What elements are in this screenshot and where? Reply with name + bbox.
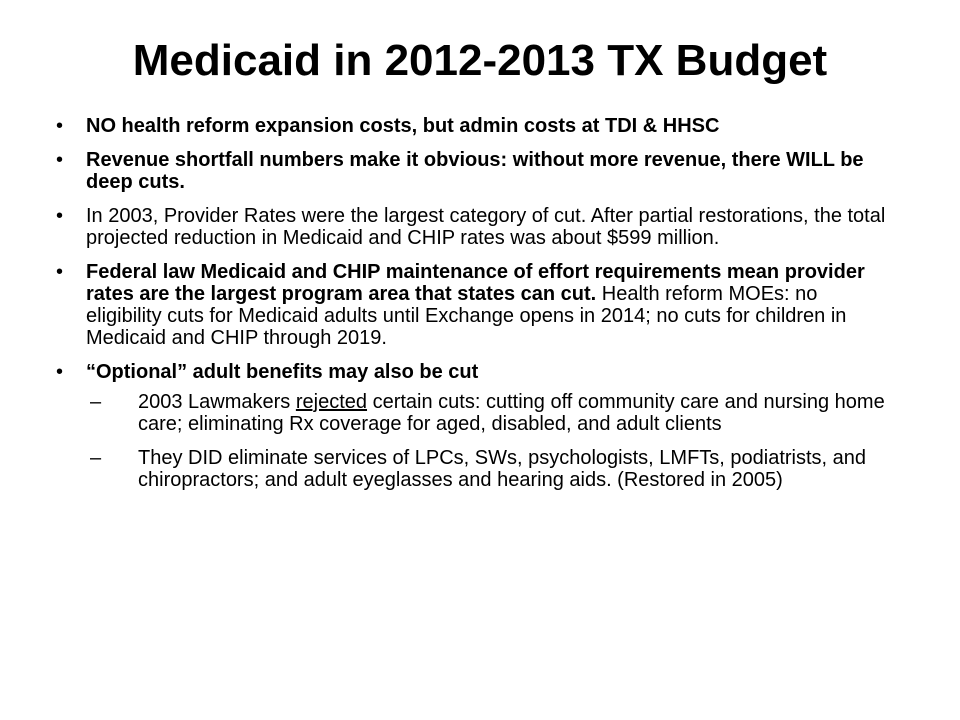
bullet-text bbox=[86, 149, 886, 193]
slide-title: Medicaid in 2012-2013 TX Budget bbox=[132, 36, 828, 85]
underlined-word: rejected bbox=[295, 391, 368, 413]
bullet-marker: • bbox=[56, 115, 64, 137]
sub-bullet-text bbox=[138, 391, 916, 435]
bullet-text bbox=[86, 115, 886, 137]
sub-bullet-text: They DID eliminate services of LPCs, SWs, psychologists, LMFTs, podiatrists, and chiropractors; and adult eyeglasses and hearing aids. (Restored in 2005) bbox=[138, 447, 867, 491]
sub-bullet-marker: – bbox=[90, 391, 102, 413]
bullet-bold-text: Federal law Medicaid and CHIP maintenance of effort requirements mean provider rates are the largest program area that states can cut. bbox=[86, 261, 865, 305]
bullet-list bbox=[56, 115, 916, 503]
bullet-bold-text: Revenue shortfall numbers make it obvious: without more revenue, there WILL be deep cuts. bbox=[86, 149, 864, 193]
bullet-item bbox=[56, 205, 916, 249]
bullet-item bbox=[56, 261, 916, 349]
bullet-marker: • bbox=[56, 205, 64, 227]
sub-bullet-item bbox=[86, 391, 916, 435]
sub-bullet-marker: – bbox=[90, 447, 102, 469]
bullet-item bbox=[56, 149, 916, 193]
bullet-item bbox=[56, 361, 916, 383]
sub-bullet-text-start: 2003 Lawmakers bbox=[138, 391, 296, 413]
bullet-text bbox=[86, 361, 886, 383]
bullet-text bbox=[86, 261, 886, 349]
bullet-text bbox=[86, 205, 886, 249]
sub-bullet-text-end: certain cuts: cutting off community care and nursing home care; eliminating Rx coverage for aged, disabled, and adult clients bbox=[138, 391, 885, 435]
bullet-marker: • bbox=[56, 149, 64, 171]
bullet-bold-text: “Optional” adult benefits may also be cut bbox=[86, 361, 479, 383]
bullet-marker: • bbox=[56, 261, 64, 283]
bullet-item bbox=[56, 115, 916, 137]
bullet-bold-text: NO health reform expansion costs, but admin costs at TDI & HHSC bbox=[86, 115, 720, 137]
sub-bullet-list bbox=[86, 391, 916, 491]
bullet-plain-text: Health reform MOEs: no eligibility cuts for Medicaid adults until Exchange opens in 2014; no cuts for children in Medicaid and CHIP through 2019. bbox=[86, 283, 847, 349]
bullet-marker: • bbox=[56, 361, 64, 383]
sub-bullet-item bbox=[86, 447, 916, 491]
bullet-plain-text: In 2003, Provider Rates were the largest category of cut. After partial restorations, the total projected reduction in Medicaid and CHIP rates was about $599 million. bbox=[86, 205, 886, 249]
